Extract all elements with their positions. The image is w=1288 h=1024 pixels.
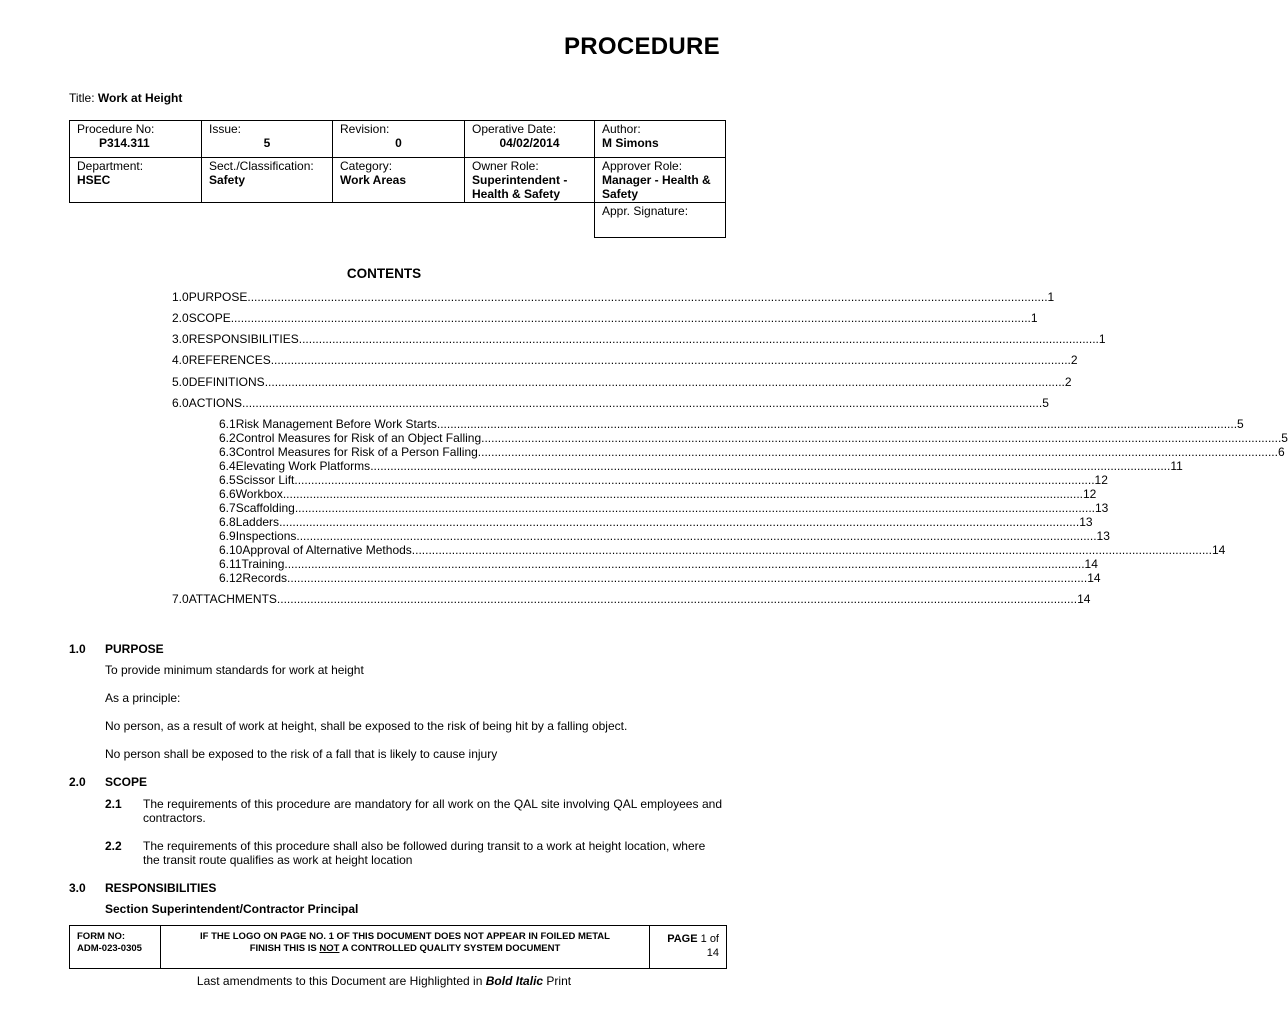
form-number-cell: FORM NO: ADM-023-0305 <box>70 926 161 968</box>
toc-item[interactable]: 4.0 REFERENCES ..... 2 <box>172 353 615 368</box>
toc-subitem[interactable]: 6.8 Ladders ..... 13 <box>219 515 616 529</box>
title-value: Work at Height <box>97 91 183 105</box>
toc-subitem[interactable]: 6.6 Workbox ..... 12 <box>219 487 616 501</box>
amendment-footnote: Last amendments to this Document are Highlighted in Bold Italic Print <box>196 974 572 988</box>
revision-cell: Revision: 0 <box>333 121 465 158</box>
clause-number: 2.1 <box>105 797 122 811</box>
contents-heading: CONTENTS <box>346 266 422 281</box>
section-number: 3.0 <box>69 881 86 895</box>
clause-text: The requirements of this procedure shall also be followed during transit to a work at height location, where the transit route qualifies as work at height location <box>143 839 706 867</box>
section-heading: SCOPE <box>105 775 148 789</box>
procedure-header-table <box>69 120 726 238</box>
section-subheading: Section Superintendent/Contractor Principal <box>105 902 359 916</box>
toc-subitem[interactable]: 6.2 Control Measures for Risk of an Object Falling ..... 5 <box>219 431 616 445</box>
clause-number: 2.2 <box>105 839 122 853</box>
department-cell: Department: HSEC <box>70 158 202 203</box>
toc-subitem[interactable]: 6.3 Control Measures for Risk of a Person Falling ..... 6 <box>219 445 616 459</box>
toc-item[interactable]: 1.0 PURPOSE ..... 1 <box>172 290 615 305</box>
toc-item[interactable]: 2.0 SCOPE ..... 1 <box>172 311 615 326</box>
section-number: 1.0 <box>69 642 86 656</box>
approver-role-cell: Approver Role: Manager - Health & Safety <box>595 158 726 203</box>
toc-subitem[interactable]: 6.11 Training ..... 14 <box>219 557 616 571</box>
toc-item[interactable]: 5.0 DEFINITIONS ..... 2 <box>172 375 615 390</box>
category-cell: Category: Work Areas <box>333 158 465 203</box>
classification-cell: Sect./Classification: Safety <box>202 158 333 203</box>
toc-item[interactable]: 6.0 ACTIONS ..... 5 <box>172 396 615 411</box>
toc-subitem[interactable]: 6.12 Records ..... 14 <box>219 571 616 585</box>
operative-date-cell: Operative Date: 04/02/2014 <box>465 121 595 158</box>
paragraph: As a principle: <box>105 691 181 705</box>
signature-cell: Appr. Signature: <box>595 203 726 238</box>
toc-subitem[interactable]: 6.7 Scaffolding ..... 13 <box>219 501 616 515</box>
control-notice-cell: IF THE LOGO ON PAGE NO. 1 OF THIS DOCUMENT DOES NOT APPEAR IN FOILED METAL FINISH THIS IS NOT A CONTROLLED QUALITY SYSTEM DOCUMENT <box>161 926 650 968</box>
paragraph: To provide minimum standards for work at height <box>105 663 364 677</box>
toc-subitem[interactable]: 6.10 Approval of Alternative Methods ..... 14 <box>219 543 616 557</box>
section-heading: PURPOSE <box>105 642 164 656</box>
toc-subitem[interactable]: 6.1 Risk Management Before Work Starts ..... 5 <box>219 417 616 431</box>
toc-subitem[interactable]: 6.4 Elevating Work Platforms ..... 11 <box>219 459 616 473</box>
clause-text: The requirements of this procedure are mandatory for all work on the QAL site involving QAL employees and contractors. <box>143 797 722 825</box>
toc-subitem[interactable]: 6.9 Inspections ..... 13 <box>219 529 616 543</box>
paragraph: No person, as a result of work at height, shall be exposed to the risk of being hit by a falling object. <box>105 719 628 733</box>
title-label: Title: <box>69 91 95 105</box>
document-heading: PROCEDURE <box>563 33 720 60</box>
section-number: 2.0 <box>69 775 86 789</box>
toc-subitem[interactable]: 6.5 Scissor Lift ..... 12 <box>219 473 616 487</box>
procedure-no-cell: Procedure No: P314.311 <box>70 121 202 158</box>
owner-role-cell: Owner Role: Superintendent - Health & Safety <box>465 158 595 203</box>
form-footer <box>69 925 727 969</box>
page-number-cell: PAGE 1 of 14 <box>667 933 719 959</box>
toc-item[interactable]: 7.0 ATTACHMENTS ..... 14 <box>172 592 615 607</box>
section-heading: RESPONSIBILITIES <box>105 881 217 895</box>
author-cell: Author: M Simons <box>595 121 726 158</box>
issue-cell: Issue: 5 <box>202 121 333 158</box>
toc-item[interactable]: 3.0 RESPONSIBILITIES ..... 1 <box>172 332 615 347</box>
paragraph: No person shall be exposed to the risk of a fall that is likely to cause injury <box>105 747 498 761</box>
document-title <box>69 91 182 105</box>
